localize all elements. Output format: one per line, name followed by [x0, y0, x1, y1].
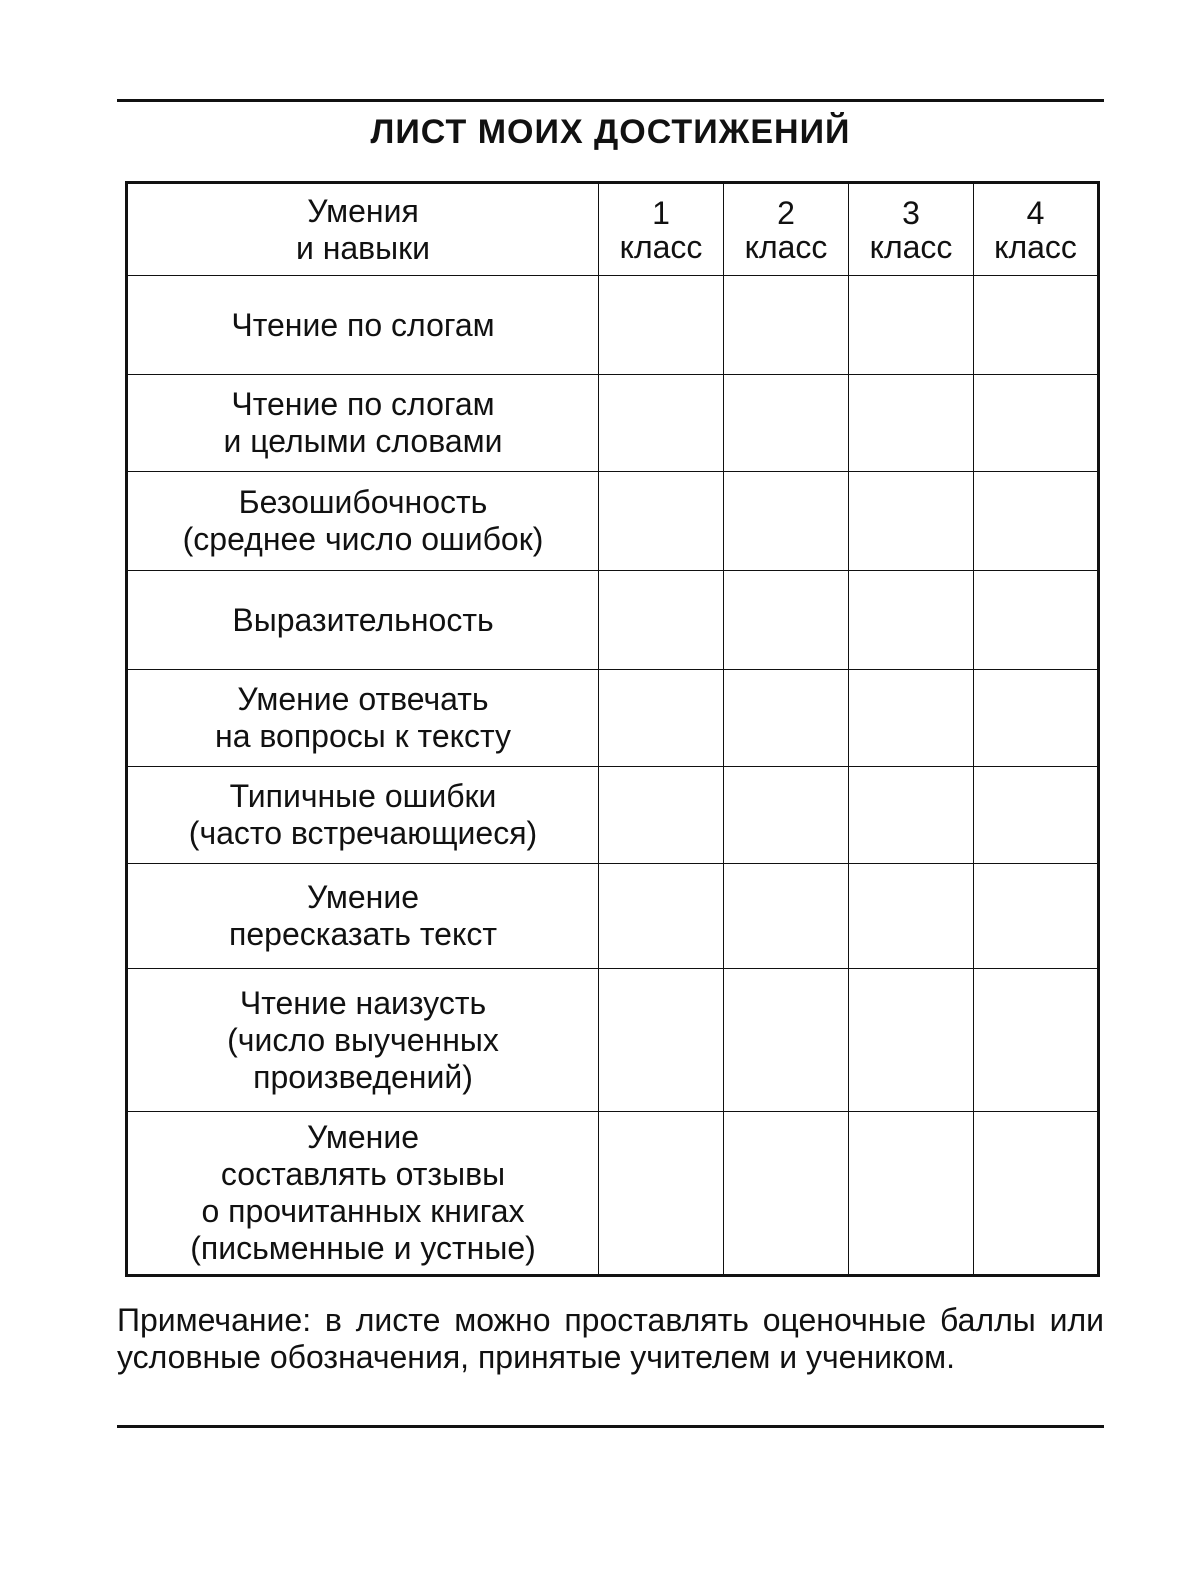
- skill-label: Умение составлять отзывы о прочитанных книгах (письменные и устные): [127, 1112, 599, 1276]
- grade-1-cell[interactable]: [599, 767, 724, 864]
- grade-3-cell[interactable]: [849, 767, 974, 864]
- achievements-table: [125, 181, 1100, 1277]
- page-title: ЛИСТ МОИХ ДОСТИЖЕНИЙ: [370, 113, 851, 151]
- grade-3-cell[interactable]: [849, 670, 974, 767]
- table-row: [127, 969, 1099, 1112]
- table-row: [127, 472, 1099, 571]
- grade-2-cell[interactable]: [724, 767, 849, 864]
- grade-2-cell[interactable]: [724, 969, 849, 1112]
- grade-4-cell[interactable]: [974, 864, 1099, 969]
- skill-label: Чтение по слогам и целыми словами: [127, 375, 599, 472]
- grade-2-cell[interactable]: [724, 571, 849, 670]
- grade-1-cell[interactable]: [599, 571, 724, 670]
- grade-2-cell[interactable]: [724, 1112, 849, 1276]
- header-grade-4: 4 класс: [974, 183, 1099, 276]
- skill-label: Чтение по слогам: [127, 276, 599, 375]
- grade-1-cell[interactable]: [599, 670, 724, 767]
- grade-3-cell[interactable]: [849, 276, 974, 375]
- header-skills: Умения и навыки: [127, 183, 599, 276]
- grade-3-cell[interactable]: [849, 571, 974, 670]
- footnote: Примечание: в листе можно проставлять оценочные баллы или условные обозначения, принятые учителем и учеником.: [117, 1302, 1104, 1375]
- skill-label: Чтение наизусть (число выученных произведений): [127, 969, 599, 1112]
- header-grade-2: 2 класс: [724, 183, 849, 276]
- skill-label: Умение отвечать на вопросы к тексту: [127, 670, 599, 767]
- grade-4-cell[interactable]: [974, 375, 1099, 472]
- grade-3-cell[interactable]: [849, 1112, 974, 1276]
- table-row: [127, 864, 1099, 969]
- table-row: [127, 571, 1099, 670]
- grade-2-cell[interactable]: [724, 864, 849, 969]
- grade-1-cell[interactable]: [599, 472, 724, 571]
- grade-1-cell[interactable]: [599, 969, 724, 1112]
- table-row: [127, 1112, 1099, 1276]
- grade-3-cell[interactable]: [849, 864, 974, 969]
- grade-1-cell[interactable]: [599, 375, 724, 472]
- grade-3-cell[interactable]: [849, 472, 974, 571]
- skill-label: Типичные ошибки (часто встречающиеся): [127, 767, 599, 864]
- skill-label: Выразительность: [127, 571, 599, 670]
- skill-label: Безошибочность (среднее число ошибок): [127, 472, 599, 571]
- table-row: [127, 375, 1099, 472]
- skill-label: Умение пересказать текст: [127, 864, 599, 969]
- top-rule: [117, 99, 1104, 102]
- grade-2-cell[interactable]: [724, 276, 849, 375]
- table-row: [127, 276, 1099, 375]
- grade-4-cell[interactable]: [974, 571, 1099, 670]
- grade-4-cell[interactable]: [974, 472, 1099, 571]
- table-header-row: [127, 183, 1099, 276]
- grade-1-cell[interactable]: [599, 1112, 724, 1276]
- grade-1-cell[interactable]: [599, 276, 724, 375]
- grade-4-cell[interactable]: [974, 969, 1099, 1112]
- grade-3-cell[interactable]: [849, 375, 974, 472]
- table-body: [127, 276, 1099, 1276]
- bottom-rule: [117, 1425, 1104, 1428]
- grade-4-cell[interactable]: [974, 767, 1099, 864]
- grade-4-cell[interactable]: [974, 1112, 1099, 1276]
- grade-1-cell[interactable]: [599, 864, 724, 969]
- grade-2-cell[interactable]: [724, 670, 849, 767]
- header-grade-1: 1 класс: [599, 183, 724, 276]
- table-row: [127, 767, 1099, 864]
- table-row: [127, 670, 1099, 767]
- grade-2-cell[interactable]: [724, 375, 849, 472]
- grade-4-cell[interactable]: [974, 276, 1099, 375]
- header-grade-3: 3 класс: [849, 183, 974, 276]
- grade-4-cell[interactable]: [974, 670, 1099, 767]
- grade-3-cell[interactable]: [849, 969, 974, 1112]
- grade-2-cell[interactable]: [724, 472, 849, 571]
